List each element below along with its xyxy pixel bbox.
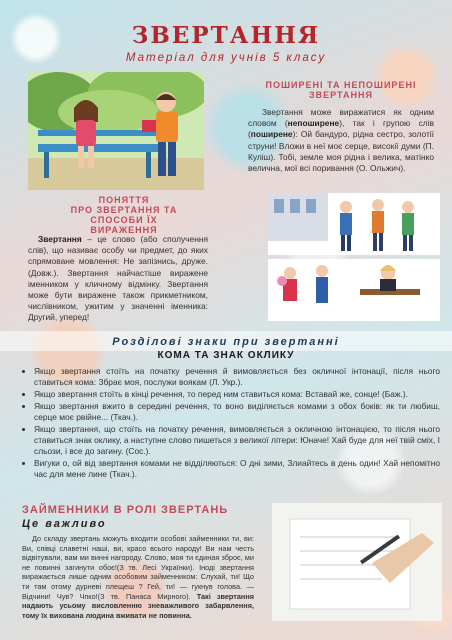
section2-bold-b: поширене xyxy=(250,129,293,140)
section1-definition: – це слово (або сполучення слів), що називає особу чи предмет, до яких спрямоване мовлення: Не запізнись, друже. (Довж.). Звертання найчастіше виражене іменником у кличному відмінку. Звертання може бути виражене також прикметником, числівником, ужитим у значенні іменника: Другий, уперед! xyxy=(28,234,208,323)
punctuation-subtitle: КОМА ТА ЗНАК ОКЛИКУ xyxy=(157,350,295,361)
section1-term: Звертання xyxy=(38,234,82,244)
section3-text xyxy=(22,534,254,620)
section2-text-c: ): Ой бандуро, рідна сестро, золотії струни! Вложи в неї моє серце, високії думи (П. Куліш). Тобі, земле моя рідна і велика, матінко величнa, мої всі поривання (О. Ольжич). xyxy=(248,129,434,174)
section2-heading-line2: ЗВЕРТАННЯ xyxy=(309,90,373,100)
section2-heading xyxy=(248,80,434,100)
rules-list xyxy=(20,366,440,481)
section2-heading-line1: ПОШИРЕНІ ТА НЕПОШИРЕНІ xyxy=(265,80,417,90)
rule-item: • Якщо звертання, що стоїть на початку речення, вимовляється з окличною інтонацією, то після нього ставиться знак оклику, а наступне слово пишеться з великої літери: Юначе! Хай буде для неї твій сміх, І сльози, і все до загину. (Сос.). xyxy=(34,424,440,457)
section3-subheading: Це важливо xyxy=(22,518,107,530)
page-subtitle: Матеріал для учнів 5 класу xyxy=(125,52,327,64)
school-scenes-illustration xyxy=(268,193,440,321)
section3-heading: ЗАЙМЕННИКИ В РОЛІ ЗВЕРТАНЬ xyxy=(22,504,229,516)
section2-text-b: ), так і групою слів ( xyxy=(248,118,434,140)
page-title: ЗВЕРТАННЯ xyxy=(131,22,321,49)
children-bench-illustration xyxy=(28,72,204,190)
section3-bold: Такі звертання надають усьому висловленню зневажливого забарвлення, тому їх вихована людина вживати не повинна. xyxy=(22,591,254,620)
section1-heading xyxy=(44,195,204,235)
rule-item: • Вигуки о, ой від звертання комами не відділяються: О дні зими, Злиайтесь в день один! Хай непомітно час для мене лине (Ткач.). xyxy=(34,458,440,480)
section2-bold-a: непоширене xyxy=(287,118,340,129)
section1-heading-line3: ВИРАЖЕННЯ xyxy=(90,225,158,235)
writing-hand-illustration xyxy=(272,503,442,621)
rule-item: • Якщо звертання стоїть в кінці речення, то перед ним ставиться кома: Вставай же, сонце! (Баж.). xyxy=(34,389,440,400)
section3-body: До складу звертань можуть входити особові займенники ти, ви: Ви, співці славетні наші, ви, красо всього народу! Ви нам честь відвітували, вам ми винні нагороду. Слово, моя ти єдиная зброє, ми не повинні загинути обоє!(З тв. Лесі Українки). Іноді звертання виражається лише одним особовим займенником: Слухай, ти! Що ти там отому дурневі плещеш ? Гей, ти! — гукнув голова. — Відчини! Чув? Чпко!(З тв. Панаса Мирного). xyxy=(22,534,254,601)
punctuation-title: Розділові знаки при звертанні xyxy=(112,336,340,348)
section2-text xyxy=(248,107,434,174)
section1-text xyxy=(28,234,208,324)
section1-heading-line1: ПОНЯТТЯ xyxy=(98,195,150,205)
rule-item: • Якщо звертання стоїть на початку речення й вимовляється без окличної інтонації, після нього ставиться кома: Збрає моя, послужи воякам (Л. Укр.). xyxy=(34,366,440,388)
section2-text-a: Звертання може виражатися як одним словом ( xyxy=(248,107,434,129)
rule-item: • Якщо звертання вжито в середині речення, то воно виділяється комами з обох боків: як ти любиш, серце моє рвійне... (Ткач.). xyxy=(34,401,440,423)
section1-heading-line2: ПРО ЗВЕРТАННЯ ТА СПОСОБИ ЇХ xyxy=(70,205,178,225)
